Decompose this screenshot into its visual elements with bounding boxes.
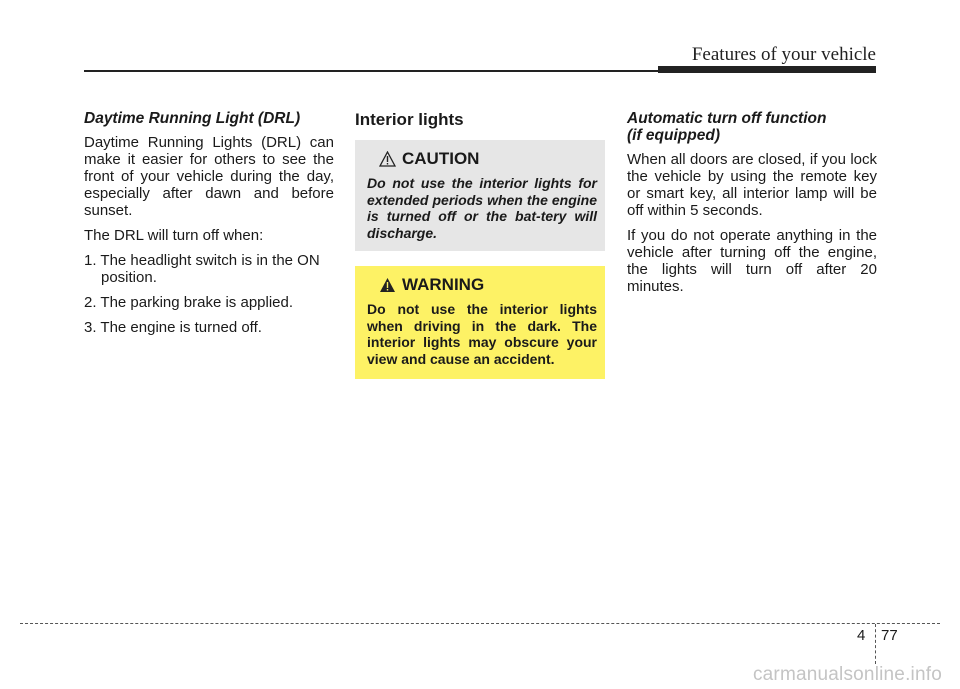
warning-triangle-filled-icon xyxy=(379,277,396,293)
auto-turn-off-heading xyxy=(627,110,877,144)
footer-vertical-divider xyxy=(875,624,876,664)
drl-conditions-list xyxy=(84,252,334,336)
auto-turn-off-heading-line1: Automatic turn off function xyxy=(627,110,827,127)
header-section-title: Features of your vehicle xyxy=(691,44,876,65)
page-number: 77 xyxy=(881,627,898,644)
column-interior-lights xyxy=(355,110,605,379)
warning-title: WARNING xyxy=(402,275,485,294)
drl-heading: Daytime Running Light (DRL) xyxy=(84,110,301,127)
warning-box xyxy=(355,266,605,379)
caution-text: Do not use the interior lights for extended periods when the engine is turned off or the bat-tery will discharge. xyxy=(367,175,597,241)
chapter-number: 4 xyxy=(857,627,866,644)
warning-triangle-outline-icon xyxy=(379,151,396,167)
auto-turn-off-paragraph-2: If you do not operate anything in the vehicle after turning off the engine, the lights will turn off after 20 minutes. xyxy=(627,227,877,295)
list-item: 1. The headlight switch is in the ON position. xyxy=(84,252,320,286)
list-item: 2. The parking brake is applied. xyxy=(84,294,294,311)
caution-header xyxy=(367,149,597,169)
footer-divider xyxy=(20,623,940,624)
list-item: 3. The engine is turned off. xyxy=(84,319,262,336)
warning-header xyxy=(367,275,597,295)
caution-title: CAUTION xyxy=(402,149,480,168)
auto-turn-off-heading-line2: (if equipped) xyxy=(627,127,720,144)
header-accent-bar xyxy=(658,66,876,73)
drl-paragraph: Daytime Running Lights (DRL) can make it easier for others to see the front of your vehicle during the day, especially after dawn and before sunset. xyxy=(84,134,334,219)
interior-lights-heading: Interior lights xyxy=(355,110,464,129)
auto-turn-off-paragraph-1: When all doors are closed, if you lock the vehicle by using the remote key or smart key, all interior lamp will be off within 5 seconds. xyxy=(627,151,877,219)
caution-box xyxy=(355,140,605,251)
drl-turn-off-intro: The DRL will turn off when: xyxy=(84,227,264,244)
watermark: carmanualsonline.info xyxy=(752,664,942,685)
column-auto-turn-off xyxy=(627,110,877,303)
warning-text: Do not use the interior lights when driving in the dark. The interior lights may obscure your view and cause an accident. xyxy=(367,301,597,367)
column-drl xyxy=(84,110,334,344)
